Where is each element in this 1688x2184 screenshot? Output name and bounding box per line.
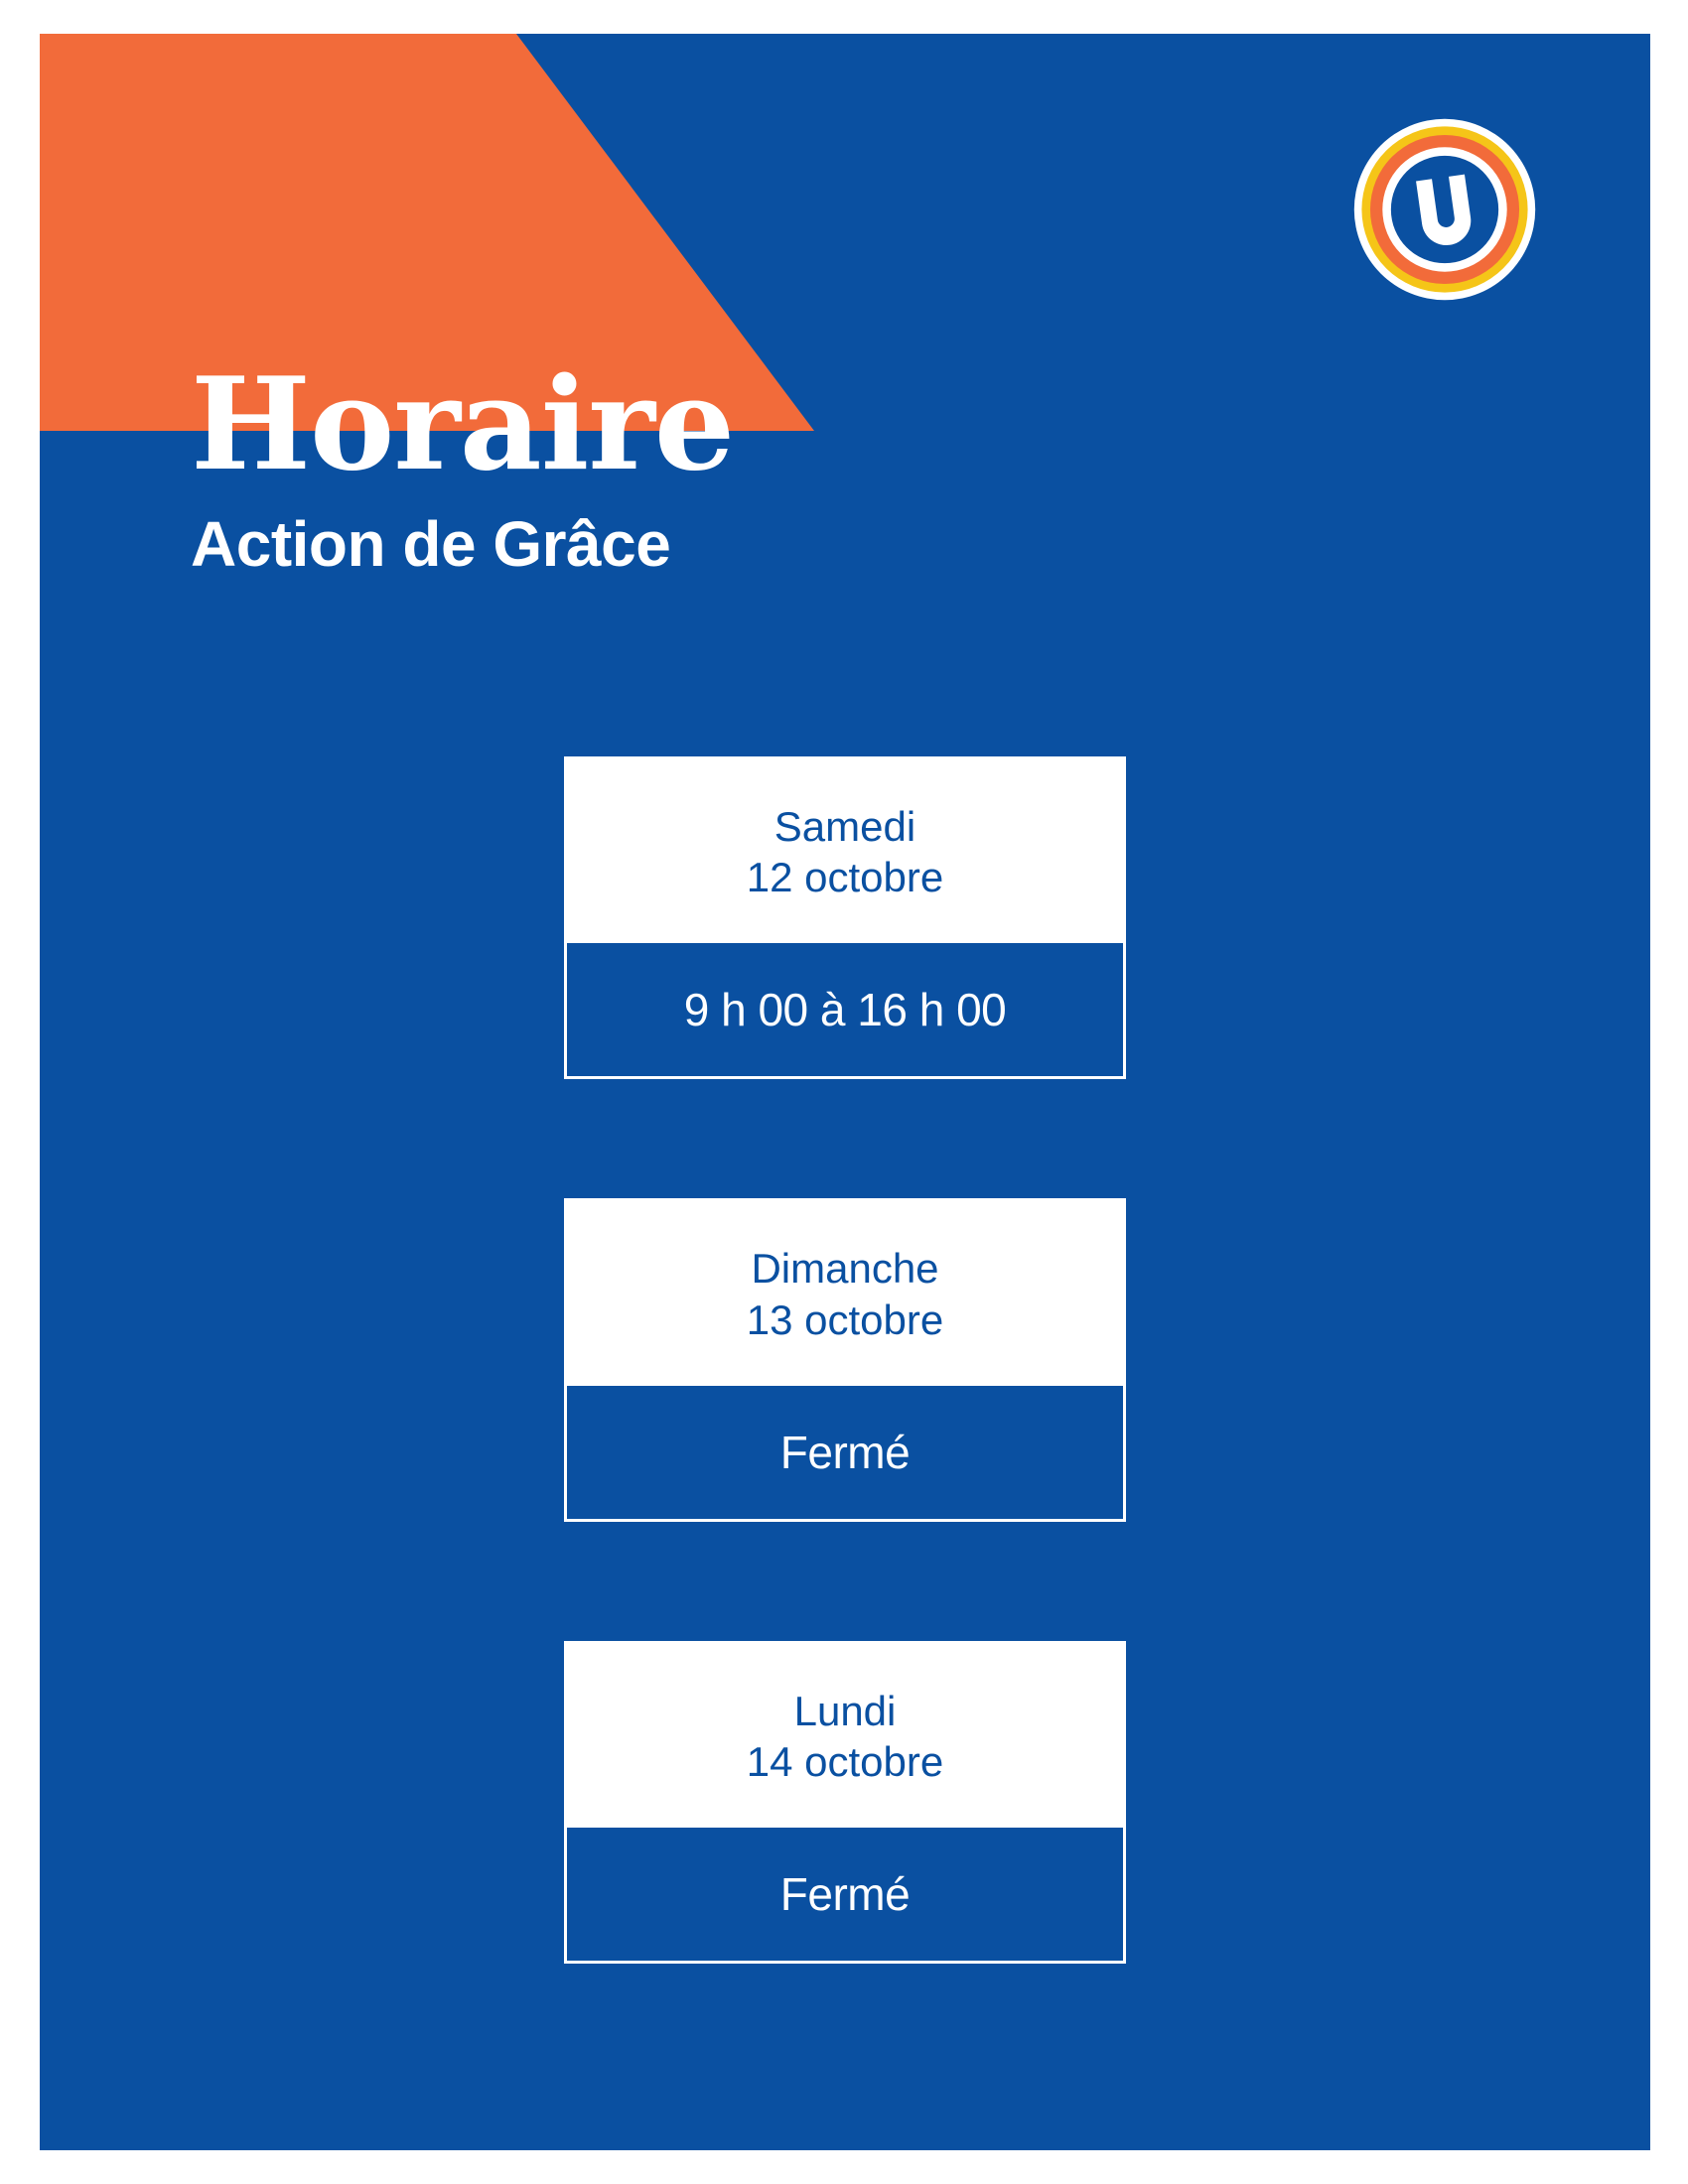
schedule-card-header <box>567 1201 1123 1382</box>
title-block <box>191 350 1283 580</box>
schedule-card-header <box>567 759 1123 940</box>
schedule-day: Dimanche <box>751 1245 939 1293</box>
schedule-card-header <box>567 1644 1123 1825</box>
page-subtitle: Action de Grâce <box>191 508 671 580</box>
poster-canvas <box>40 34 1650 2150</box>
schedule-card <box>564 756 1126 1079</box>
universite-laval-u-logo <box>1350 115 1539 304</box>
schedule-day: Lundi <box>793 1687 897 1734</box>
schedule-hours: 9 h 00 à 16 h 00 <box>567 940 1123 1076</box>
schedule-date: 13 octobre <box>746 1296 944 1343</box>
schedule-hours: Fermé <box>567 1383 1123 1519</box>
schedule-card <box>564 1198 1126 1521</box>
page-title: Horaire <box>191 350 735 499</box>
schedule-date: 12 octobre <box>746 854 944 901</box>
schedule-card <box>564 1641 1126 1964</box>
schedule-day: Samedi <box>774 803 916 850</box>
schedule-list <box>40 756 1650 1964</box>
schedule-hours: Fermé <box>567 1825 1123 1961</box>
schedule-date: 14 octobre <box>746 1738 944 1786</box>
